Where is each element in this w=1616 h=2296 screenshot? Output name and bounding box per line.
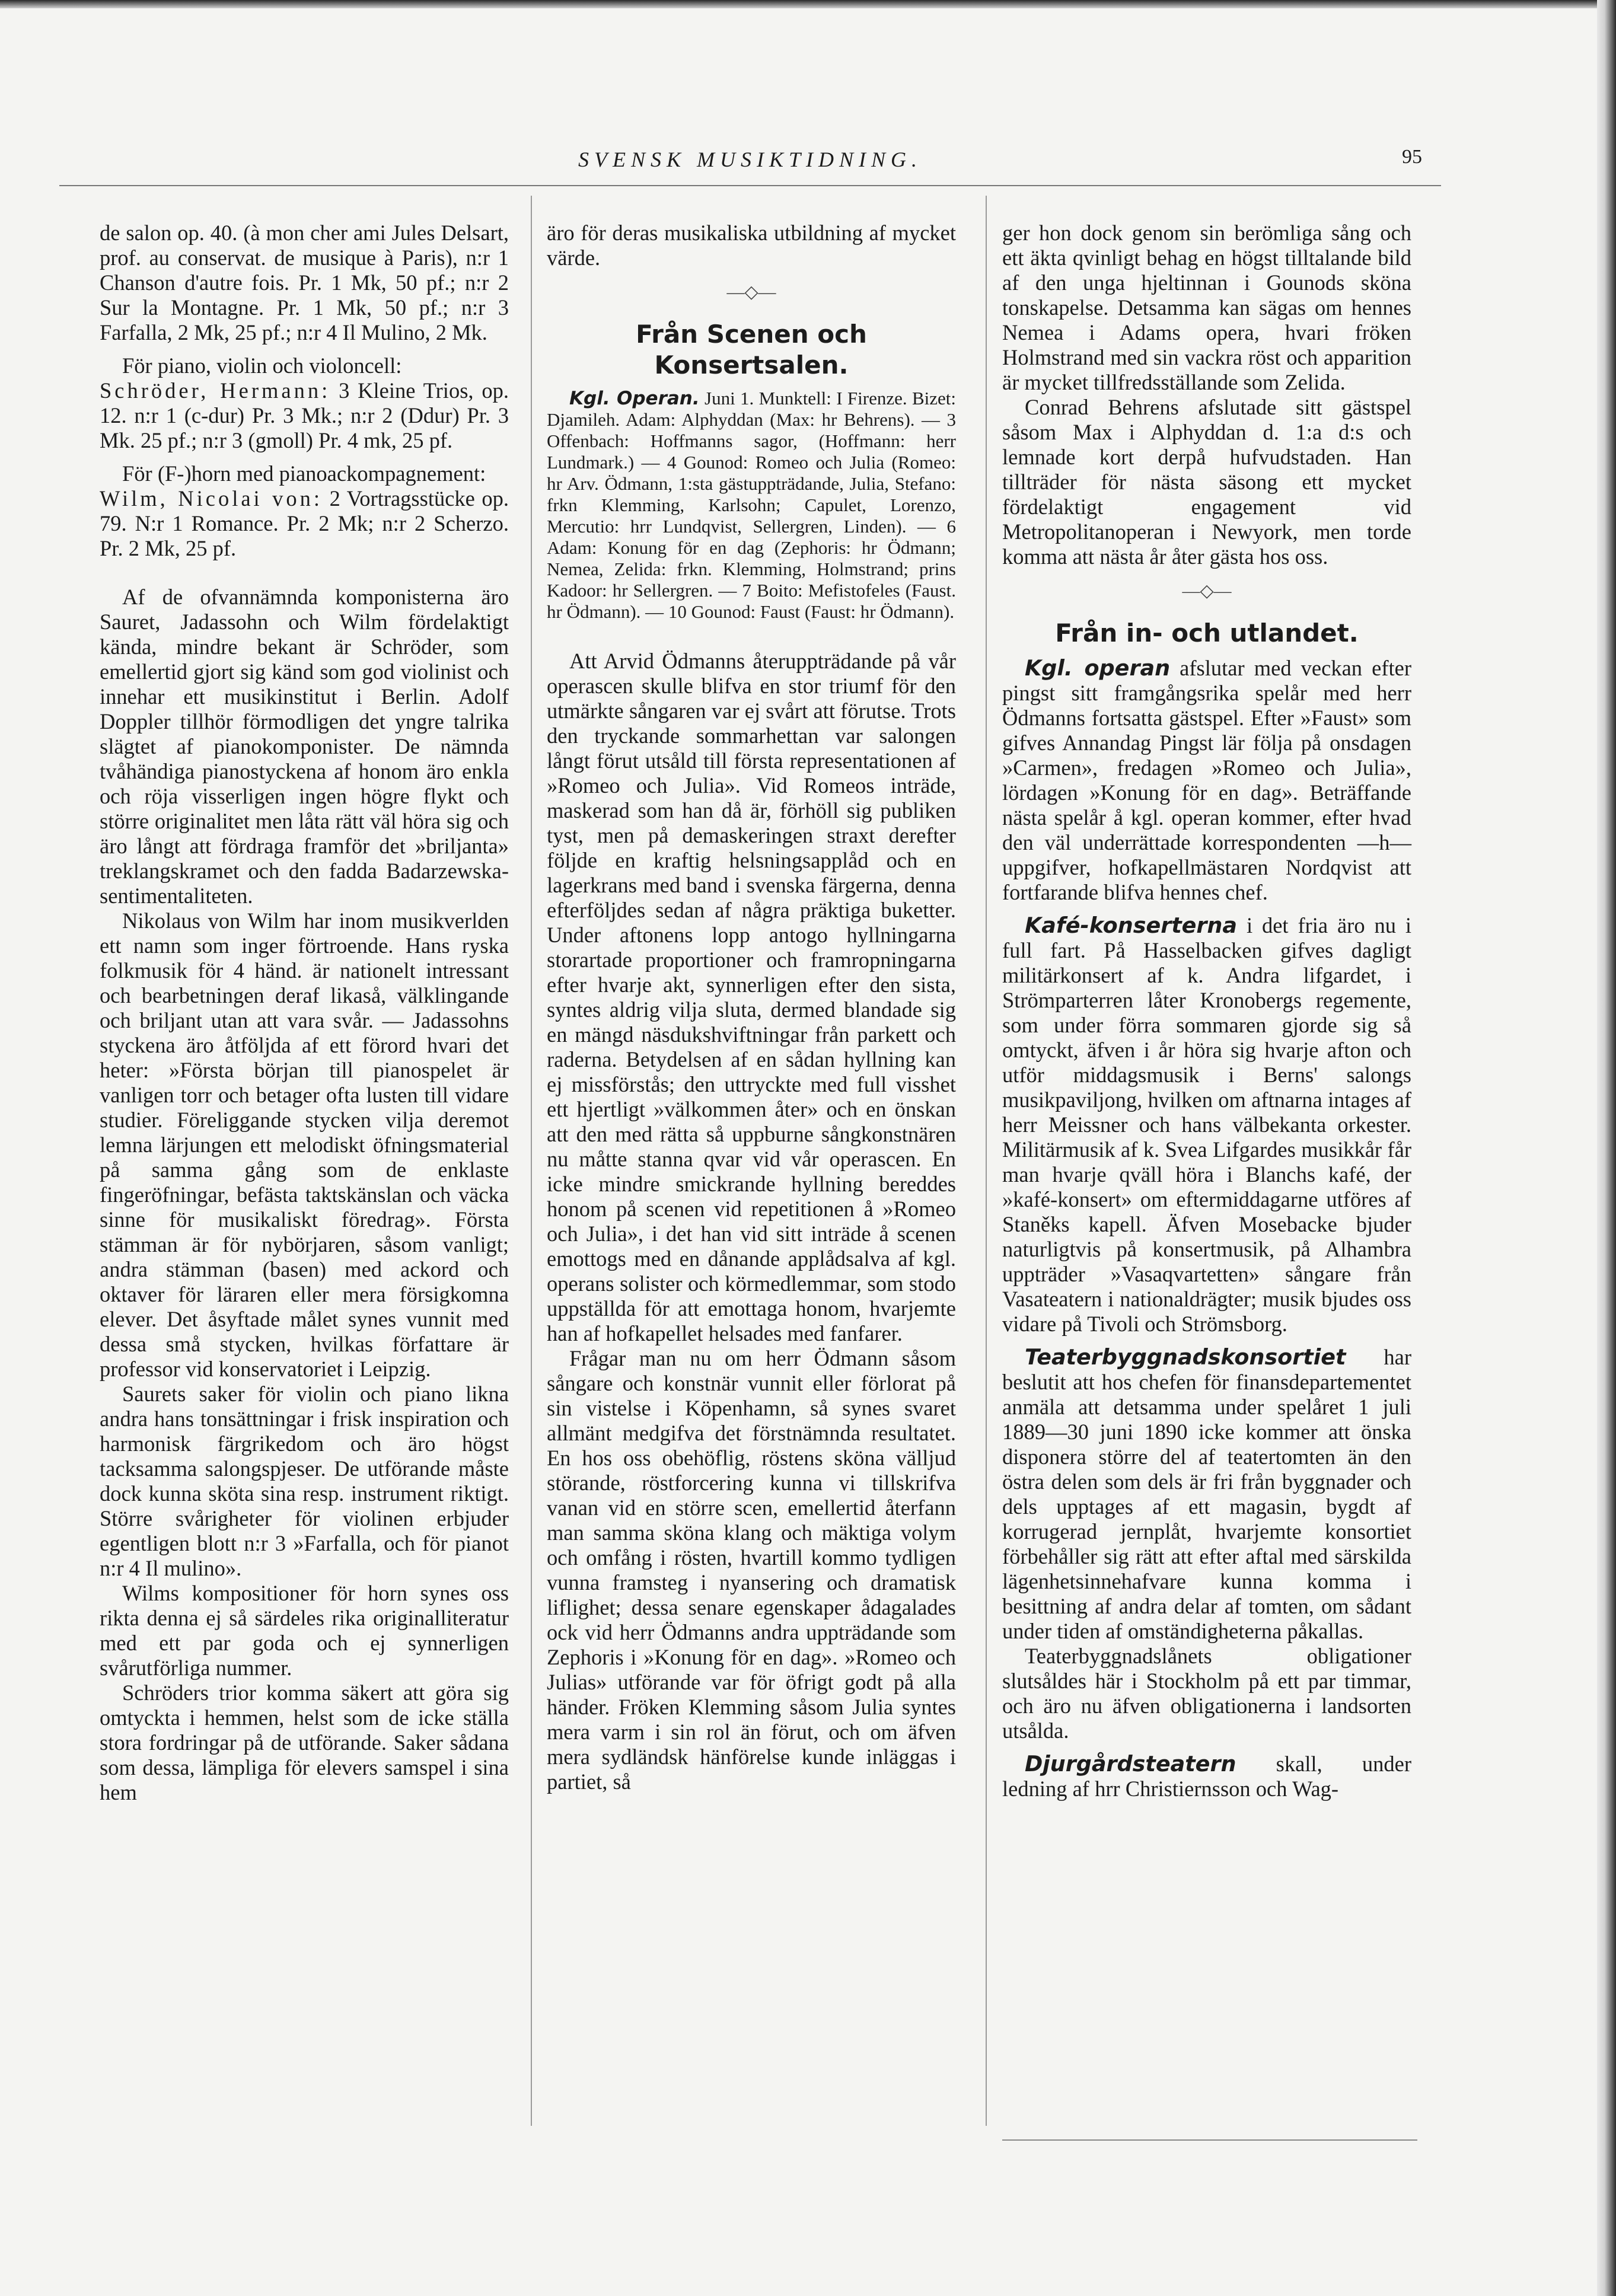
body-paragraph: Att Arvid Ödmanns återuppträdande på vår operascen skulle blifva en stor triumf för den utmärkte sångaren var ej svårt att förutse. Trots den tryckande sommarhettan var salongen långt förut utsåld till första representationen af »Romeo och Julia». Vid Romeos inträde, maskerad som han då är, förhöll sig publiken tyst, men på demaskeringen straxt derefter följde en kraftig helsningsapplåd och en lagerkrans med band i svenska färgerna, denna efterföljdes sedan af några präktiga buketter. Under aftonens lopp antogo hyllningarna storartade proportioner och framropningarna efter hvarje akt, synnerligen efter den sista, syntes aldrig vilja sluta, dermed blandade sig en mängd näsdukshviftningar från parkett och raderna. Betydelsen af en sådan hyllning kan ej missförstås; den uttryckte med full visshet ett hjertligt »välkommen åter» och en önskan att den med rätta så uppburne sångkonstnären nu måtte stanna qvar vid vår operascen. En icke mindre smickrande hyllning bereddes honom på scenen vid repetitionen å »Romeo och Julia», i det han vid sitt inträde å scenen emottogs med en dånande applådsalva af kgl. operans solister och körmedlemmar, som stodo uppställda för att emottaga honom, hvarjemte han af hofkapellet helsades med fanfarer. <box>547 649 956 1345</box>
listing-entry <box>100 378 509 453</box>
listing-text: 2 Vortragsstücke op. 79. N:r 1 Romance. Pr. 2 Mk; n:r 2 Scherzo. Pr. 2 Mk, 25 pf. <box>100 486 509 560</box>
column-rule-2 <box>986 196 987 2126</box>
news-item <box>1002 656 1411 905</box>
run-in-label: Teaterbyggnadskonsortiet <box>1025 1344 1346 1370</box>
ornament-divider: —◇— <box>726 282 776 302</box>
run-in-label: Kgl. Operan. <box>569 388 700 409</box>
composer-name: Wilm, Nicolai von: <box>100 486 323 511</box>
listing-category: För (F-)horn med pianoackompagnement: <box>122 461 486 486</box>
body-paragraph: ger hon dock genom sin berömliga sång och ett äkta qvinligt behag en högst tilltalande bild af den unga hjeltinnan i Gounods sköna tonskapelse. Detsamma kan sägas om hennes Nemea i Adams opera, hvari fröken Holmstrand med sin vackra röst och apparition är mycket tillfredsställande som Zelida. <box>1002 221 1411 394</box>
column-rule-1 <box>531 196 532 2126</box>
listing-paragraph: de salon op. 40. (à mon cher ami Jules Delsart, prof. au conservat. de musique à Paris), n:r 1 Chanson d'autre fois. Pr. 1 Mk, 50 pf.; n:r 2 Sur la Montagne. Pr. 1 Mk, 50 pf.; n:r 3 Farfalla, 2 Mk, 25 pf.; n:r 4 Il Mulino, 2 Mk. <box>100 221 509 345</box>
news-item <box>1002 1345 1411 1644</box>
scan-edge-top <box>0 0 1616 8</box>
column-2 <box>547 221 956 1794</box>
body-paragraph: Wilms kompositioner för horn synes oss rikta denna ej så särdeles rika originalliteratur med ett par goda och ej synnerligen svårutförliga nummer. <box>100 1581 509 1680</box>
body-paragraph: äro för deras musikaliska utbildning af mycket värde. <box>547 221 956 270</box>
column-1 <box>100 221 509 1805</box>
listing-text: 3 Kleine Trios, op. 12. n:r 1 (c-dur) Pr. 3 Mk.; n:r 2 (Ddur) Pr. 3 Mk. 25 pf.; n:r 3 (gmoll) Pr. 4 mk, 25 pf. <box>100 378 509 452</box>
composer-name: Schröder, Hermann: <box>100 378 331 403</box>
publication-title: SVENSK MUSIKTIDNING. <box>578 148 922 171</box>
run-in-label: Kafé-konserterna <box>1025 913 1238 938</box>
section-heading: Från Scenen och Konsertsalen. <box>636 320 867 380</box>
column-3 <box>1002 221 1411 1801</box>
body-paragraph: Saurets saker för violin och piano likna andra hans tonsättningar i frisk inspiration och harmonisk färgrikedom och äro högst tacksamma salongspjeser. De utförande måste dock kunna sköta sina resp. instrument riktigt. Större svårigheter för violinen erbjuder egentligen blott n:r 3 »Farfalla, och för pianot n:r 4 Il mulino». <box>100 1382 509 1580</box>
body-paragraph: Frågar man nu om herr Ödmann såsom sångare och konstnär vunnit eller förlorat på sin vistelse i Köpenhamn, så synes svaret allmänt medgifva det förstnämnda resultatet. En hos oss obehöflig, röstens sköna välljud störande, röstforcering kunna vi tillskrifva vanan vid en större scen, emellertid återfann man samma sköna klang och mäktiga volym och omfång i rösten, hvartill kommo tydligen vunna framsteg i nyansering och dramatisk liflighet; dessa senare egenskaper ådagalades ock vid herr Ödmanns andra uppträdande som Zephoris i »Konung för en dag». »Romeo och Julias» utförande var för öfrigt godt på alla händer. Fröken Klemming såsom Julia syntes mera varm i sin rol än förut, och om äfven mera sydländsk hänförelse kunde inläggas i partiet, så <box>547 1346 956 1794</box>
header-rule <box>59 185 1441 186</box>
ornament-divider: —◇— <box>1182 581 1232 601</box>
news-item <box>1002 913 1411 1337</box>
column-end-rule <box>1002 2139 1417 2141</box>
body-paragraph: Nikolaus von Wilm har inom musikverlden ett namn som inger förtroende. Hans ryska folkmusik för 4 händ. är nationelt intressant och bearbetningen deraf likaså, välklingande och briljant utan att vara svår. — Jadassohns styckena äro åtföljda af ett förord hvari det heter: »Första början till pianospelet är vanligen torr och betager ofta lusten till vidare studier. Föreliggande stycken vilja deremot lemna lärjungen ett melodiskt öfningsmaterial på samma gång som de enklaste fingeröfningar, befästa taktskänslan och väcka sinne för musikaliskt föredrag». Första stämman är för nybörjaren, såsom vanligt; andra stämman (basen) med ackord och oktaver för läraren eller mera försigkomna elever. Det åsyftade målet synes vunnit med dessa små stycken, hvilkas författare är professor vid konservatoriet i Leipzig. <box>100 908 509 1381</box>
listing-entry <box>100 486 509 561</box>
body-paragraph: Teaterbyggnadslånets obligationer slutsåldes här i Stockholm på ett par timmar, och äro nu äfven obligationerna i landsorten utsålda. <box>1002 1644 1411 1743</box>
run-in-label: Kgl. operan <box>1025 655 1171 681</box>
news-text: har beslutit att hos chefen för finansdepartementet anmäla att detsamma under spelåret 1 juli 1889—30 juni 1890 icke kommer att önska disponera större del af teatertomten än den östra delen som dels är fri från byggnader och dels upptages af ett magasin, bygdt af korrugerad jernplåt, hvarjemte konsortiet förbehåller sig rätt att efter aftal med särskilda lägenhetsinnehafvare kunna komma i besittning af andra delar af tomten, om sådant under tiden af omständigheterna påkallas. <box>1002 1345 1411 1643</box>
scan-edge-right <box>1597 0 1616 2296</box>
body-paragraph: Af de ofvannämnda komponisterna äro Sauret, Jadassohn och Wilm fördelaktigt kända, mindre bekant är Schröder, som emellertid gjort sig känd som god violinist och innehar ett musikinstitut i Berlin. Adolf Doppler tillhör förmodligen det yngre talrika slägtet af pianokomponister. De nämnda tvåhändiga pianostyckena af honom äro enkla och röja visserligen ingen högre flykt och större originalitet men låta rätt väl höra sig och äro långt att fördraga framför det »briljanta» treklangskramet och den fadda Badarzewska-sentimentaliteten. <box>100 585 509 908</box>
run-in-label: Djurgårdsteatern <box>1025 1751 1236 1777</box>
news-text: skall, under ledning af hrr Christiernsson och Wag- <box>1002 1752 1412 1801</box>
section-heading: Från in- och utlandet. <box>1055 618 1359 648</box>
body-paragraph: Conrad Behrens afslutade sitt gästspel såsom Max i Alphyddan d. 1:a d:s och lemnade kort derpå hufvudstaden. Han tillträder för nästa säsong ett mycket fördelaktigt engagement vid Metropolitanoperan i Newyork, men torde komma att nästa år åter gästa hos oss. <box>1002 395 1411 569</box>
repertoire-listing <box>547 388 956 623</box>
body-paragraph: Schröders trior komma säkert att göra sig omtyckta i hemmen, helst som de icke ställa stora fordringar på de utförande. Saker sådana som dessa, lämpliga för elevers samspel i sina hem <box>100 1680 509 1804</box>
news-text: i det fria äro nu i full fart. På Hasselbacken gifves dagligt militärkonsert af k. Andra lifgardet, i Strömparterren låter Kronobergs regemente, som under förra sommaren gjorde sig så omtyckt, äfven i år höra sig hvarje afton och utför middagsmusik i Berns' salongs musikpaviljong, hvilken om aftnarna intages af herr Meissner och hans välbekanta orkester. Militärmusik af k. Svea Lifgardes musikkår får man hvarje qväll höra i Blanchs kafé, der »kafé-konsert» om eftermiddagarne utföres af Staněks kapell. Äfven Mosebacke bjuder naturligtvis på konsertmusik, på Alhambra uppträder »Vasaqvartetten» sångare från Vasateatern i nationaldrägter; musik bjudes oss vidare på Tivoli och Strömsborg. <box>1002 913 1411 1336</box>
listing-category: För piano, violin och violoncell: <box>122 353 402 378</box>
page-number: 95 <box>1402 146 1422 168</box>
repertoire-text: Juni 1. Munktell: I Firenze. Bizet: Djamileh. Adam: Alphyddan (Max: hr Behrens). — 3 Offenbach: Hoffmanns sagor, (Hoffmann: herr Lundmark.) — 4 Gounod: Romeo och Julia (Romeo: hr Arv. Ödmann, 1:sta gästuppträdande, Julia, Stefano: frkn Klemming, Karlsohn; Capulet, Lorenzo, Mercutio: hrr Lundqvist, Sellergren, Linden). — 6 Adam: Konung för en dag (Zephoris: hr Ödmann; Nemea, Zelida: frkn. Klemming, Holmstrand; prins Kadoor: hr Sellergren. — 7 Boito: Mefistofeles (Faust. hr Ödmann). — 10 Gounod: Faust (Faust: hr Ödmann). <box>547 388 957 622</box>
page-header <box>59 140 1441 181</box>
news-item <box>1002 1752 1411 1801</box>
news-text: afslutar med veckan efter pingst sitt framgångsrika spelår med herr Ödmanns fortsatta gästspel. Efter »Faust» som gifves Annandag Pingst lär följa på onsdagen »Carmen», fredagen »Romeo och Julia», lördagen »Konung för en dag». Beträffande nästa spelår å kgl. operan kommer, efter hvad den väl underrättade korrespondenten —h— uppgifver, hofkapellmästaren Nordqvist att fortfarande blifva hennes chef. <box>1002 656 1411 904</box>
